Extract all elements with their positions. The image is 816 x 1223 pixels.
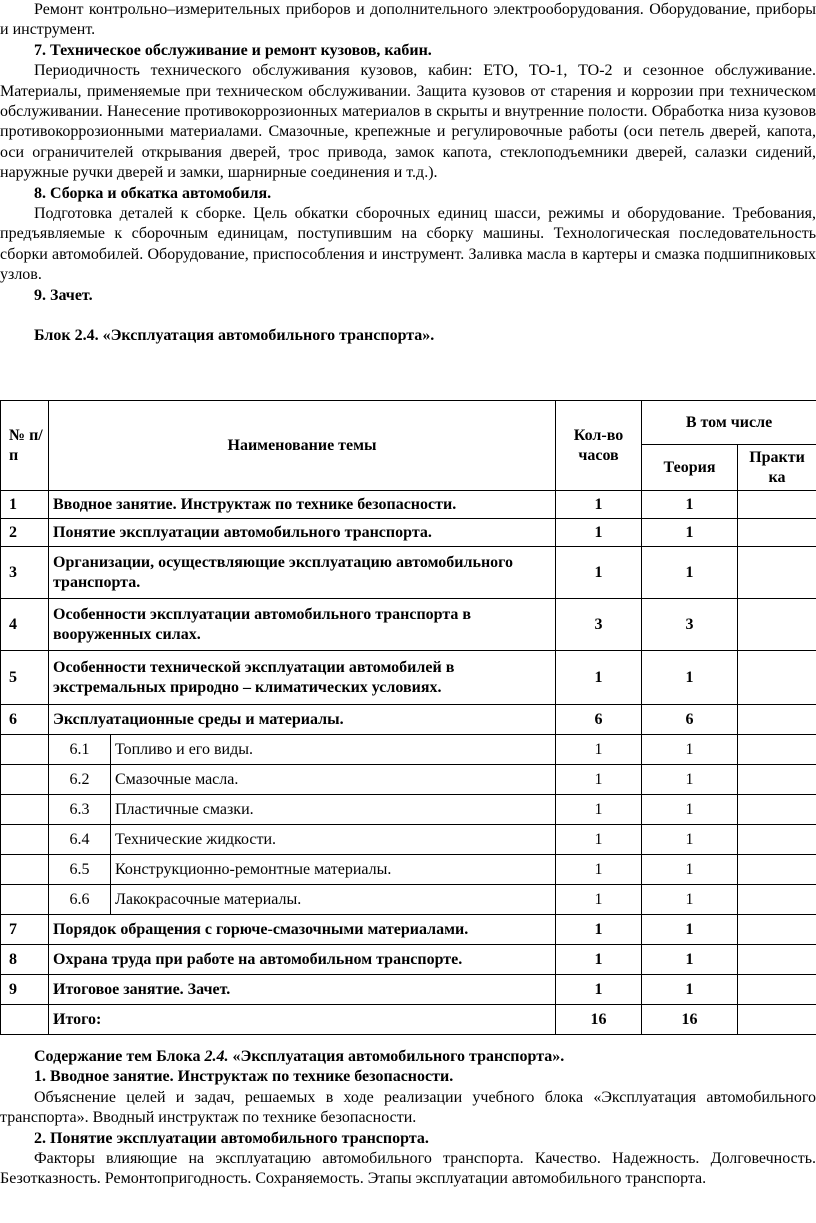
row-number-empty (1, 825, 49, 855)
table-row (1, 519, 816, 547)
table-row (1, 915, 816, 945)
subrow-practice (738, 885, 816, 915)
heading-section-8: 8. Сборка и обкатка автомобиля. (34, 184, 272, 202)
subrow-topic: Смазочные масла. (111, 765, 556, 795)
table-total-row (1, 1005, 816, 1035)
row-topic: Вводное занятие. Инструктаж по технике безопасности. (49, 491, 556, 519)
row-number-empty (1, 855, 49, 885)
content-title (0, 1047, 816, 1067)
row-hours: 1 (556, 945, 642, 975)
header-theory: Теория (642, 445, 738, 491)
row-theory: 1 (642, 519, 738, 547)
subrow-number: 6.6 (49, 885, 111, 915)
row-number-empty (1, 735, 49, 765)
subrow-topic: Технические жидкости. (111, 825, 556, 855)
row-practice (738, 519, 816, 547)
table-row (1, 705, 816, 735)
header-topic: Наименование темы (49, 401, 556, 491)
row-number: 2 (1, 519, 49, 547)
table-subrow (1, 825, 816, 855)
row-practice (738, 705, 816, 735)
header-practice: Практи ка (738, 445, 816, 491)
subrow-hours: 1 (556, 825, 642, 855)
row-theory: 6 (642, 705, 738, 735)
row-theory: 1 (642, 547, 738, 599)
row-practice (738, 975, 816, 1005)
table-row (1, 491, 816, 519)
subrow-practice (738, 735, 816, 765)
paragraph-section-7: Периодичность технического обслуживания кузовов, кабин: ЕТО, ТО-1, ТО-2 и сезонное обслуживание. Материалы, применяемые при техническом обслуживании. Защита кузовов от старения и коррозии при техническом обслуживании. Нанесение противокоррозионных материалов в скрыты и внутренние полости. Обработка низа кузовов противокоррозионными материалами. Смазочные, крепежные и регулировочные работы (оси петель дверей, капота, оси ограничителей открывания дверей, трос привода, замок капота, стеклоподъемники дверей, салазки сидений, наружные ручки дверей и замки, шарнирные соединения и т.д.). (0, 62, 816, 182)
row-number: 4 (1, 599, 49, 651)
total-practice (738, 1005, 816, 1035)
row-number-empty (1, 795, 49, 825)
table-subrow (1, 885, 816, 915)
intro-section (0, 0, 816, 347)
row-theory: 3 (642, 599, 738, 651)
row-theory: 1 (642, 915, 738, 945)
subrow-theory: 1 (642, 825, 738, 855)
row-hours: 1 (556, 547, 642, 599)
table-subrow (1, 735, 816, 765)
content-heading-1: 1. Вводное занятие. Инструктаж по технике безопасности. (34, 1068, 454, 1086)
spacer (0, 306, 816, 326)
row-hours: 6 (556, 705, 642, 735)
subrow-topic: Пластичные смазки. (111, 795, 556, 825)
row-practice (738, 599, 816, 651)
row-topic: Особенности технической эксплуатации автомобилей в экстремальных природно – климатических условиях. (49, 651, 556, 705)
row-number-empty (1, 885, 49, 915)
table-subrow (1, 855, 816, 885)
content-section (0, 1047, 816, 1190)
total-hours: 16 (556, 1005, 642, 1035)
content-title-part-c: «Эксплуатация автомобильного транспорта». (228, 1048, 565, 1065)
table-row (1, 547, 816, 599)
row-hours: 3 (556, 599, 642, 651)
table-row (1, 599, 816, 651)
subrow-practice (738, 765, 816, 795)
subrow-theory: 1 (642, 855, 738, 885)
content-heading-2: 2. Понятие эксплуатации автомобильного транспорта. (34, 1129, 429, 1147)
row-practice (738, 945, 816, 975)
row-hours: 1 (556, 651, 642, 705)
subrow-practice (738, 825, 816, 855)
subrow-theory: 1 (642, 885, 738, 915)
row-number: 1 (1, 491, 49, 519)
row-number: 5 (1, 651, 49, 705)
row-theory: 1 (642, 975, 738, 1005)
row-practice (738, 491, 816, 519)
subrow-theory: 1 (642, 735, 738, 765)
subrow-practice (738, 855, 816, 885)
subrow-hours: 1 (556, 885, 642, 915)
row-number: 8 (1, 945, 49, 975)
table-subrow (1, 795, 816, 825)
subrow-theory: 1 (642, 795, 738, 825)
row-topic: Итоговое занятие. Зачет. (49, 975, 556, 1005)
total-label: Итого: (49, 1005, 556, 1035)
content-title-part-a: Содержание тем Блока (34, 1048, 205, 1065)
total-number-empty (1, 1005, 49, 1035)
subrow-hours: 1 (556, 795, 642, 825)
table-row (1, 945, 816, 975)
row-theory: 1 (642, 945, 738, 975)
row-theory: 1 (642, 491, 738, 519)
table-subrow (1, 765, 816, 795)
row-number: 9 (1, 975, 49, 1005)
header-including: В том числе (642, 401, 816, 445)
row-practice (738, 547, 816, 599)
table-row (1, 975, 816, 1005)
subrow-hours: 1 (556, 735, 642, 765)
table-header-row (1, 401, 816, 445)
subrow-topic: Конструкционно-ремонтные материалы. (111, 855, 556, 885)
subrow-hours: 1 (556, 855, 642, 885)
row-number: 3 (1, 547, 49, 599)
content-paragraph-1: Объяснение целей и задач, решаемых в ходе реализации учебного блока «Эксплуатация автомобильного транспорта». Вводный инструктаж по технике безопасности. (0, 1088, 816, 1127)
row-topic: Особенности эксплуатации автомобильного транспорта в вооруженных силах. (49, 599, 556, 651)
subrow-number: 6.1 (49, 735, 111, 765)
row-hours: 1 (556, 915, 642, 945)
row-hours: 1 (556, 519, 642, 547)
subrow-number: 6.2 (49, 765, 111, 795)
subrow-practice (738, 795, 816, 825)
row-number-empty (1, 765, 49, 795)
subrow-topic: Лакокрасочные материалы. (111, 885, 556, 915)
content-paragraph-2: Факторы влияющие на эксплуатацию автомобильного транспорта. Качество. Надежность. Долговечность. Безотказность. Ремонтопригодность. Сохраняемость. Этапы эксплуатации автомобильного транспорта. (0, 1150, 816, 1188)
header-number: № п/п (1, 401, 49, 491)
subrow-topic: Топливо и его виды. (111, 735, 556, 765)
subrow-hours: 1 (556, 765, 642, 795)
row-number: 7 (1, 915, 49, 945)
total-theory: 16 (642, 1005, 738, 1035)
row-hours: 1 (556, 491, 642, 519)
row-practice (738, 651, 816, 705)
heading-section-7: 7. Техническое обслуживание и ремонт кузовов, кабин. (34, 41, 432, 59)
row-practice (738, 915, 816, 945)
row-number: 6 (1, 705, 49, 735)
row-hours: 1 (556, 975, 642, 1005)
row-theory: 1 (642, 651, 738, 705)
row-topic: Организации, осуществляющие эксплуатацию автомобильного транспорта. (49, 547, 556, 599)
subrow-number: 6.4 (49, 825, 111, 855)
table-row (1, 651, 816, 705)
subrow-number: 6.3 (49, 795, 111, 825)
header-hours: Кол-во часов (556, 401, 642, 491)
row-topic: Понятие эксплуатации автомобильного транспорта. (49, 519, 556, 547)
heading-section-9: 9. Зачет. (34, 286, 93, 304)
row-topic: Порядок обращения с горюче-смазочными материалами. (49, 915, 556, 945)
topics-table (0, 400, 816, 1035)
paragraph-instruments: Ремонт контрольно–измерительных приборов и дополнительного электрооборудования. Оборудование, приборы и инструмент. (0, 1, 816, 39)
row-topic: Охрана труда при работе на автомобильном транспорте. (49, 945, 556, 975)
row-topic: Эксплуатационные среды и материалы. (49, 705, 556, 735)
subrow-theory: 1 (642, 765, 738, 795)
paragraph-section-8: Подготовка деталей к сборке. Цель обкатки сборочных единиц шасси, режимы и оборудование. Требования, предъявляемые к сборочным единицам, поступившим на сборку машины. Технологическая последовательность сборки автомобилей. Оборудование, приспособления и инструмент. Заливка масла в картеры и смазка подшипниковых узлов. (0, 205, 816, 284)
block-title: Блок 2.4. «Эксплуатация автомобильного транспорта». (34, 327, 435, 345)
subrow-number: 6.5 (49, 855, 111, 885)
content-title-part-b: 2.4. (204, 1048, 229, 1065)
